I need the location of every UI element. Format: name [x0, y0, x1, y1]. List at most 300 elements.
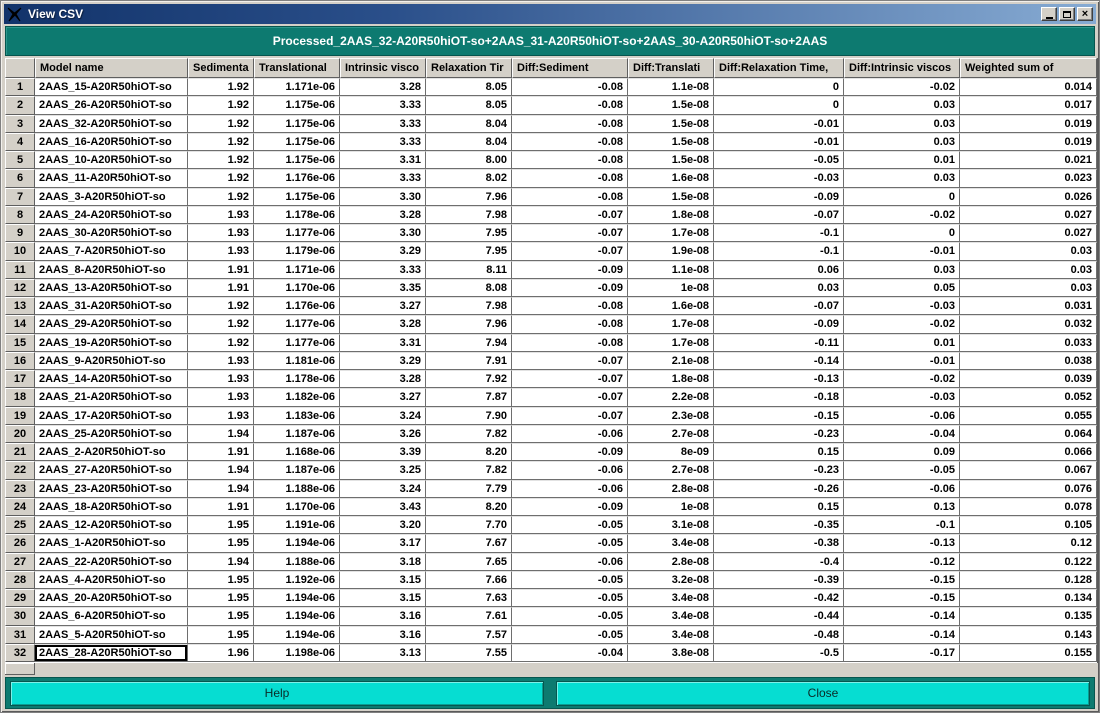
- value-cell[interactable]: 8.00: [426, 151, 512, 169]
- value-cell[interactable]: -0.04: [844, 425, 960, 443]
- value-cell[interactable]: 1.92: [188, 115, 254, 133]
- value-cell[interactable]: -0.44: [714, 607, 844, 625]
- model-name-cell[interactable]: 2AAS_23-A20R50hiOT-so: [35, 480, 188, 498]
- value-cell[interactable]: -0.38: [714, 534, 844, 552]
- value-cell[interactable]: 2.7e-08: [628, 461, 714, 479]
- value-cell[interactable]: 1.176e-06: [254, 297, 340, 315]
- value-cell[interactable]: 1.93: [188, 206, 254, 224]
- value-cell[interactable]: 3.4e-08: [628, 589, 714, 607]
- value-cell[interactable]: 0.01: [844, 334, 960, 352]
- value-cell[interactable]: 2.8e-08: [628, 480, 714, 498]
- titlebar[interactable]: [4, 4, 1096, 24]
- value-cell[interactable]: 1.7e-08: [628, 315, 714, 333]
- value-cell[interactable]: -0.07: [714, 206, 844, 224]
- value-cell[interactable]: -0.09: [714, 315, 844, 333]
- column-header[interactable]: Model name: [35, 58, 188, 78]
- row-number-cell[interactable]: 7: [5, 188, 35, 206]
- model-name-cell[interactable]: 2AAS_11-A20R50hiOT-so: [35, 169, 188, 187]
- value-cell[interactable]: 2.2e-08: [628, 388, 714, 406]
- value-cell[interactable]: 1.188e-06: [254, 480, 340, 498]
- value-cell[interactable]: 3.13: [340, 644, 426, 662]
- value-cell[interactable]: 3.43: [340, 498, 426, 516]
- model-name-cell[interactable]: 2AAS_14-A20R50hiOT-so: [35, 370, 188, 388]
- value-cell[interactable]: 0.055: [960, 407, 1097, 425]
- value-cell[interactable]: -0.06: [512, 553, 628, 571]
- row-number-cell[interactable]: 2: [5, 96, 35, 114]
- value-cell[interactable]: -0.11: [714, 334, 844, 352]
- value-cell[interactable]: -0.15: [844, 571, 960, 589]
- value-cell[interactable]: 0.052: [960, 388, 1097, 406]
- value-cell[interactable]: 1.175e-06: [254, 188, 340, 206]
- value-cell[interactable]: 1.93: [188, 388, 254, 406]
- value-cell[interactable]: 1.92: [188, 151, 254, 169]
- model-name-cell[interactable]: 2AAS_20-A20R50hiOT-so: [35, 589, 188, 607]
- model-name-cell[interactable]: 2AAS_5-A20R50hiOT-so: [35, 626, 188, 644]
- column-header[interactable]: Diff:Translati: [628, 58, 714, 78]
- value-cell[interactable]: -0.08: [512, 96, 628, 114]
- model-name-cell[interactable]: 2AAS_27-A20R50hiOT-so: [35, 461, 188, 479]
- model-name-cell[interactable]: 2AAS_17-A20R50hiOT-so: [35, 407, 188, 425]
- value-cell[interactable]: -0.08: [512, 297, 628, 315]
- minimize-button[interactable]: [1041, 7, 1057, 21]
- value-cell[interactable]: -0.48: [714, 626, 844, 644]
- value-cell[interactable]: 1.187e-06: [254, 425, 340, 443]
- row-number-cell[interactable]: 28: [5, 571, 35, 589]
- row-number-cell[interactable]: 12: [5, 279, 35, 297]
- value-cell[interactable]: 7.95: [426, 224, 512, 242]
- model-name-cell[interactable]: 2AAS_32-A20R50hiOT-so: [35, 115, 188, 133]
- value-cell[interactable]: 3.28: [340, 206, 426, 224]
- value-cell[interactable]: -0.14: [844, 626, 960, 644]
- value-cell[interactable]: -0.05: [844, 461, 960, 479]
- value-cell[interactable]: 0.05: [844, 279, 960, 297]
- value-cell[interactable]: -0.08: [512, 315, 628, 333]
- value-cell[interactable]: -0.08: [512, 78, 628, 96]
- model-name-cell[interactable]: 2AAS_12-A20R50hiOT-so: [35, 516, 188, 534]
- value-cell[interactable]: 1.92: [188, 133, 254, 151]
- value-cell[interactable]: -0.06: [512, 461, 628, 479]
- model-name-cell[interactable]: 2AAS_3-A20R50hiOT-so: [35, 188, 188, 206]
- value-cell[interactable]: -0.07: [512, 388, 628, 406]
- value-cell[interactable]: 3.17: [340, 534, 426, 552]
- model-name-cell[interactable]: 2AAS_26-A20R50hiOT-so: [35, 96, 188, 114]
- model-name-cell[interactable]: 2AAS_31-A20R50hiOT-so: [35, 297, 188, 315]
- value-cell[interactable]: 7.90: [426, 407, 512, 425]
- value-cell[interactable]: 1.1e-08: [628, 261, 714, 279]
- value-cell[interactable]: -0.06: [512, 425, 628, 443]
- value-cell[interactable]: 0.078: [960, 498, 1097, 516]
- value-cell[interactable]: 0.027: [960, 224, 1097, 242]
- value-cell[interactable]: -0.1: [714, 224, 844, 242]
- value-cell[interactable]: 0.03: [844, 96, 960, 114]
- value-cell[interactable]: 0.09: [844, 443, 960, 461]
- value-cell[interactable]: 3.28: [340, 78, 426, 96]
- value-cell[interactable]: 2.1e-08: [628, 352, 714, 370]
- value-cell[interactable]: 1.8e-08: [628, 370, 714, 388]
- close-button[interactable]: Close: [556, 681, 1090, 706]
- value-cell[interactable]: -0.1: [714, 242, 844, 260]
- help-button[interactable]: Help: [10, 681, 544, 706]
- value-cell[interactable]: 0.076: [960, 480, 1097, 498]
- row-number-cell[interactable]: 5: [5, 151, 35, 169]
- value-cell[interactable]: 3.15: [340, 589, 426, 607]
- value-cell[interactable]: -0.03: [714, 169, 844, 187]
- model-name-cell[interactable]: 2AAS_29-A20R50hiOT-so: [35, 315, 188, 333]
- model-name-cell[interactable]: 2AAS_13-A20R50hiOT-so: [35, 279, 188, 297]
- value-cell[interactable]: 7.66: [426, 571, 512, 589]
- column-header[interactable]: Diff:Relaxation Time,: [714, 58, 844, 78]
- value-cell[interactable]: 3.28: [340, 370, 426, 388]
- row-number-cell[interactable]: 13: [5, 297, 35, 315]
- value-cell[interactable]: 3.25: [340, 461, 426, 479]
- value-cell[interactable]: 1.177e-06: [254, 224, 340, 242]
- value-cell[interactable]: 1.95: [188, 534, 254, 552]
- value-cell[interactable]: -0.35: [714, 516, 844, 534]
- value-cell[interactable]: -0.07: [512, 224, 628, 242]
- value-cell[interactable]: 7.98: [426, 297, 512, 315]
- value-cell[interactable]: -0.05: [512, 589, 628, 607]
- model-name-cell[interactable]: 2AAS_30-A20R50hiOT-so: [35, 224, 188, 242]
- value-cell[interactable]: 0.15: [714, 443, 844, 461]
- value-cell[interactable]: 1.194e-06: [254, 626, 340, 644]
- value-cell[interactable]: 8.05: [426, 78, 512, 96]
- value-cell[interactable]: 0.03: [960, 261, 1097, 279]
- row-number-cell[interactable]: 3: [5, 115, 35, 133]
- value-cell[interactable]: 0.03: [844, 261, 960, 279]
- value-cell[interactable]: 8.20: [426, 498, 512, 516]
- value-cell[interactable]: 1.179e-06: [254, 242, 340, 260]
- x-logo-icon[interactable]: [7, 7, 22, 22]
- value-cell[interactable]: 1.91: [188, 498, 254, 516]
- value-cell[interactable]: 1.170e-06: [254, 498, 340, 516]
- row-number-cell[interactable]: 10: [5, 242, 35, 260]
- value-cell[interactable]: -0.05: [714, 151, 844, 169]
- value-cell[interactable]: 8.04: [426, 115, 512, 133]
- value-cell[interactable]: 1.95: [188, 607, 254, 625]
- value-cell[interactable]: 1.92: [188, 78, 254, 96]
- value-cell[interactable]: 7.79: [426, 480, 512, 498]
- value-cell[interactable]: 0.01: [844, 151, 960, 169]
- model-name-cell[interactable]: 2AAS_9-A20R50hiOT-so: [35, 352, 188, 370]
- value-cell[interactable]: 3.33: [340, 261, 426, 279]
- value-cell[interactable]: 3.31: [340, 334, 426, 352]
- value-cell[interactable]: 0.026: [960, 188, 1097, 206]
- row-number-cell[interactable]: 20: [5, 425, 35, 443]
- value-cell[interactable]: 3.33: [340, 115, 426, 133]
- value-cell[interactable]: 1e-08: [628, 498, 714, 516]
- model-name-cell[interactable]: 2AAS_15-A20R50hiOT-so: [35, 78, 188, 96]
- value-cell[interactable]: 3.16: [340, 626, 426, 644]
- value-cell[interactable]: -0.09: [714, 188, 844, 206]
- value-cell[interactable]: -0.01: [714, 133, 844, 151]
- value-cell[interactable]: -0.12: [844, 553, 960, 571]
- value-cell[interactable]: -0.05: [512, 534, 628, 552]
- value-cell[interactable]: 0.13: [844, 498, 960, 516]
- value-cell[interactable]: -0.15: [714, 407, 844, 425]
- value-cell[interactable]: 3.31: [340, 151, 426, 169]
- value-cell[interactable]: 0.105: [960, 516, 1097, 534]
- value-cell[interactable]: 0.135: [960, 607, 1097, 625]
- value-cell[interactable]: -0.5: [714, 644, 844, 662]
- row-number-cell[interactable]: 19: [5, 407, 35, 425]
- value-cell[interactable]: 1.181e-06: [254, 352, 340, 370]
- value-cell[interactable]: 1.188e-06: [254, 553, 340, 571]
- column-header[interactable]: Translational: [254, 58, 340, 78]
- value-cell[interactable]: 3.1e-08: [628, 516, 714, 534]
- value-cell[interactable]: 3.33: [340, 96, 426, 114]
- value-cell[interactable]: 8.11: [426, 261, 512, 279]
- value-cell[interactable]: 7.98: [426, 206, 512, 224]
- value-cell[interactable]: -0.23: [714, 461, 844, 479]
- value-cell[interactable]: 7.95: [426, 242, 512, 260]
- close-window-button[interactable]: [1077, 7, 1093, 21]
- value-cell[interactable]: 1.94: [188, 480, 254, 498]
- value-cell[interactable]: 1.8e-08: [628, 206, 714, 224]
- value-cell[interactable]: 1.93: [188, 370, 254, 388]
- value-cell[interactable]: -0.08: [512, 115, 628, 133]
- value-cell[interactable]: 7.61: [426, 607, 512, 625]
- row-number-cell[interactable]: 30: [5, 607, 35, 625]
- model-name-cell[interactable]: 2AAS_8-A20R50hiOT-so: [35, 261, 188, 279]
- value-cell[interactable]: 1.5e-08: [628, 151, 714, 169]
- value-cell[interactable]: 0.027: [960, 206, 1097, 224]
- value-cell[interactable]: 0.03: [960, 242, 1097, 260]
- value-cell[interactable]: 1.177e-06: [254, 315, 340, 333]
- row-number-cell[interactable]: 11: [5, 261, 35, 279]
- row-number-cell[interactable]: 6: [5, 169, 35, 187]
- value-cell[interactable]: 3.26: [340, 425, 426, 443]
- value-cell[interactable]: -0.05: [512, 607, 628, 625]
- value-cell[interactable]: -0.05: [512, 626, 628, 644]
- value-cell[interactable]: -0.09: [512, 443, 628, 461]
- maximize-button[interactable]: [1059, 7, 1075, 21]
- model-name-cell[interactable]: 2AAS_16-A20R50hiOT-so: [35, 133, 188, 151]
- value-cell[interactable]: -0.06: [844, 407, 960, 425]
- value-cell[interactable]: 8.20: [426, 443, 512, 461]
- value-cell[interactable]: -0.18: [714, 388, 844, 406]
- value-cell[interactable]: 1.187e-06: [254, 461, 340, 479]
- value-cell[interactable]: 1.178e-06: [254, 370, 340, 388]
- value-cell[interactable]: 7.82: [426, 461, 512, 479]
- value-cell[interactable]: -0.03: [844, 388, 960, 406]
- row-number-cell[interactable]: 25: [5, 516, 35, 534]
- value-cell[interactable]: 0.039: [960, 370, 1097, 388]
- row-number-cell[interactable]: 4: [5, 133, 35, 151]
- value-cell[interactable]: 3.27: [340, 388, 426, 406]
- value-cell[interactable]: 0.019: [960, 133, 1097, 151]
- value-cell[interactable]: -0.02: [844, 370, 960, 388]
- value-cell[interactable]: -0.01: [844, 242, 960, 260]
- value-cell[interactable]: 3.30: [340, 188, 426, 206]
- value-cell[interactable]: 1.6e-08: [628, 169, 714, 187]
- value-cell[interactable]: 1.182e-06: [254, 388, 340, 406]
- value-cell[interactable]: -0.01: [714, 115, 844, 133]
- value-cell[interactable]: 1.93: [188, 242, 254, 260]
- value-cell[interactable]: 1e-08: [628, 279, 714, 297]
- value-cell[interactable]: 0.15: [714, 498, 844, 516]
- value-cell[interactable]: 0.038: [960, 352, 1097, 370]
- model-name-cell[interactable]: 2AAS_6-A20R50hiOT-so: [35, 607, 188, 625]
- value-cell[interactable]: 3.33: [340, 169, 426, 187]
- value-cell[interactable]: 1.91: [188, 261, 254, 279]
- value-cell[interactable]: 0.021: [960, 151, 1097, 169]
- value-cell[interactable]: 0.067: [960, 461, 1097, 479]
- value-cell[interactable]: 8.08: [426, 279, 512, 297]
- value-cell[interactable]: -0.04: [512, 644, 628, 662]
- value-cell[interactable]: 1.94: [188, 425, 254, 443]
- value-cell[interactable]: 1.95: [188, 571, 254, 589]
- value-cell[interactable]: 1.171e-06: [254, 261, 340, 279]
- value-cell[interactable]: 1.9e-08: [628, 242, 714, 260]
- value-cell[interactable]: -0.02: [844, 315, 960, 333]
- value-cell[interactable]: 1.183e-06: [254, 407, 340, 425]
- row-number-cell[interactable]: 22: [5, 461, 35, 479]
- value-cell[interactable]: 3.20: [340, 516, 426, 534]
- value-cell[interactable]: 3.8e-08: [628, 644, 714, 662]
- value-cell[interactable]: 3.18: [340, 553, 426, 571]
- value-cell[interactable]: 0.03: [844, 115, 960, 133]
- value-cell[interactable]: 3.4e-08: [628, 534, 714, 552]
- row-number-cell[interactable]: 24: [5, 498, 35, 516]
- value-cell[interactable]: -0.09: [512, 498, 628, 516]
- value-cell[interactable]: 8.02: [426, 169, 512, 187]
- value-cell[interactable]: 1.176e-06: [254, 169, 340, 187]
- value-cell[interactable]: 0.155: [960, 644, 1097, 662]
- value-cell[interactable]: -0.07: [512, 352, 628, 370]
- value-cell[interactable]: -0.06: [512, 480, 628, 498]
- value-cell[interactable]: -0.02: [844, 206, 960, 224]
- row-number-cell[interactable]: 8: [5, 206, 35, 224]
- value-cell[interactable]: 7.87: [426, 388, 512, 406]
- value-cell[interactable]: -0.17: [844, 644, 960, 662]
- value-cell[interactable]: 1.92: [188, 188, 254, 206]
- value-cell[interactable]: 0.128: [960, 571, 1097, 589]
- value-cell[interactable]: 0.064: [960, 425, 1097, 443]
- value-cell[interactable]: 0: [714, 96, 844, 114]
- value-cell[interactable]: 3.30: [340, 224, 426, 242]
- value-cell[interactable]: 1.177e-06: [254, 334, 340, 352]
- value-cell[interactable]: -0.08: [512, 169, 628, 187]
- value-cell[interactable]: 3.29: [340, 352, 426, 370]
- value-cell[interactable]: 3.27: [340, 297, 426, 315]
- value-cell[interactable]: 0.134: [960, 589, 1097, 607]
- row-number-cell[interactable]: 1: [5, 78, 35, 96]
- row-number-cell[interactable]: 23: [5, 480, 35, 498]
- model-name-cell[interactable]: 2AAS_18-A20R50hiOT-so: [35, 498, 188, 516]
- model-name-cell[interactable]: 2AAS_7-A20R50hiOT-so: [35, 242, 188, 260]
- value-cell[interactable]: -0.07: [512, 206, 628, 224]
- value-cell[interactable]: -0.07: [512, 370, 628, 388]
- row-number-cell[interactable]: 16: [5, 352, 35, 370]
- value-cell[interactable]: 7.92: [426, 370, 512, 388]
- value-cell[interactable]: 0: [714, 78, 844, 96]
- value-cell[interactable]: -0.07: [512, 242, 628, 260]
- row-number-cell[interactable]: 18: [5, 388, 35, 406]
- value-cell[interactable]: 1.194e-06: [254, 607, 340, 625]
- model-name-cell[interactable]: 2AAS_25-A20R50hiOT-so: [35, 425, 188, 443]
- value-cell[interactable]: 1.95: [188, 589, 254, 607]
- value-cell[interactable]: 3.4e-08: [628, 607, 714, 625]
- value-cell[interactable]: -0.09: [512, 279, 628, 297]
- value-cell[interactable]: 1.94: [188, 553, 254, 571]
- value-cell[interactable]: 0: [844, 224, 960, 242]
- value-cell[interactable]: 3.33: [340, 133, 426, 151]
- model-name-cell[interactable]: 2AAS_19-A20R50hiOT-so: [35, 334, 188, 352]
- value-cell[interactable]: 1.5e-08: [628, 133, 714, 151]
- value-cell[interactable]: -0.03: [844, 297, 960, 315]
- value-cell[interactable]: 1.93: [188, 224, 254, 242]
- value-cell[interactable]: 7.96: [426, 315, 512, 333]
- value-cell[interactable]: 2.8e-08: [628, 553, 714, 571]
- value-cell[interactable]: 3.35: [340, 279, 426, 297]
- value-cell[interactable]: 1.1e-08: [628, 78, 714, 96]
- value-cell[interactable]: -0.14: [844, 607, 960, 625]
- value-cell[interactable]: -0.13: [714, 370, 844, 388]
- row-number-cell[interactable]: 15: [5, 334, 35, 352]
- model-name-cell[interactable]: 2AAS_28-A20R50hiOT-so: [35, 644, 188, 662]
- model-name-cell[interactable]: 2AAS_22-A20R50hiOT-so: [35, 553, 188, 571]
- value-cell[interactable]: 7.67: [426, 534, 512, 552]
- value-cell[interactable]: 7.82: [426, 425, 512, 443]
- value-cell[interactable]: 0.017: [960, 96, 1097, 114]
- value-cell[interactable]: -0.39: [714, 571, 844, 589]
- value-cell[interactable]: -0.15: [844, 589, 960, 607]
- value-cell[interactable]: 0.032: [960, 315, 1097, 333]
- value-cell[interactable]: 1.175e-06: [254, 151, 340, 169]
- value-cell[interactable]: 1.92: [188, 169, 254, 187]
- value-cell[interactable]: 0.014: [960, 78, 1097, 96]
- value-cell[interactable]: 2.7e-08: [628, 425, 714, 443]
- value-cell[interactable]: 0.019: [960, 115, 1097, 133]
- value-cell[interactable]: 3.16: [340, 607, 426, 625]
- value-cell[interactable]: 1.91: [188, 443, 254, 461]
- value-cell[interactable]: 1.92: [188, 315, 254, 333]
- value-cell[interactable]: 0.143: [960, 626, 1097, 644]
- value-cell[interactable]: 0.06: [714, 261, 844, 279]
- value-cell[interactable]: -0.08: [512, 334, 628, 352]
- value-cell[interactable]: 1.168e-06: [254, 443, 340, 461]
- value-cell[interactable]: 1.175e-06: [254, 133, 340, 151]
- value-cell[interactable]: 0.03: [844, 133, 960, 151]
- column-header[interactable]: Intrinsic visco: [340, 58, 426, 78]
- value-cell[interactable]: -0.26: [714, 480, 844, 498]
- value-cell[interactable]: 3.39: [340, 443, 426, 461]
- value-cell[interactable]: 1.194e-06: [254, 534, 340, 552]
- value-cell[interactable]: 7.91: [426, 352, 512, 370]
- value-cell[interactable]: -0.1: [844, 516, 960, 534]
- value-cell[interactable]: 0.03: [960, 279, 1097, 297]
- value-cell[interactable]: -0.4: [714, 553, 844, 571]
- value-cell[interactable]: 7.63: [426, 589, 512, 607]
- value-cell[interactable]: 8.04: [426, 133, 512, 151]
- value-cell[interactable]: -0.01: [844, 352, 960, 370]
- row-number-cell[interactable]: 27: [5, 553, 35, 571]
- value-cell[interactable]: 1.93: [188, 407, 254, 425]
- row-number-cell[interactable]: 29: [5, 589, 35, 607]
- value-cell[interactable]: 1.5e-08: [628, 115, 714, 133]
- value-cell[interactable]: 1.93: [188, 352, 254, 370]
- value-cell[interactable]: 1.194e-06: [254, 589, 340, 607]
- value-cell[interactable]: 3.4e-08: [628, 626, 714, 644]
- column-header[interactable]: Relaxation Tir: [426, 58, 512, 78]
- value-cell[interactable]: -0.42: [714, 589, 844, 607]
- value-cell[interactable]: 0.03: [844, 169, 960, 187]
- value-cell[interactable]: 0.031: [960, 297, 1097, 315]
- value-cell[interactable]: 0.023: [960, 169, 1097, 187]
- row-number-cell[interactable]: 31: [5, 626, 35, 644]
- value-cell[interactable]: -0.08: [512, 188, 628, 206]
- value-cell[interactable]: 2.3e-08: [628, 407, 714, 425]
